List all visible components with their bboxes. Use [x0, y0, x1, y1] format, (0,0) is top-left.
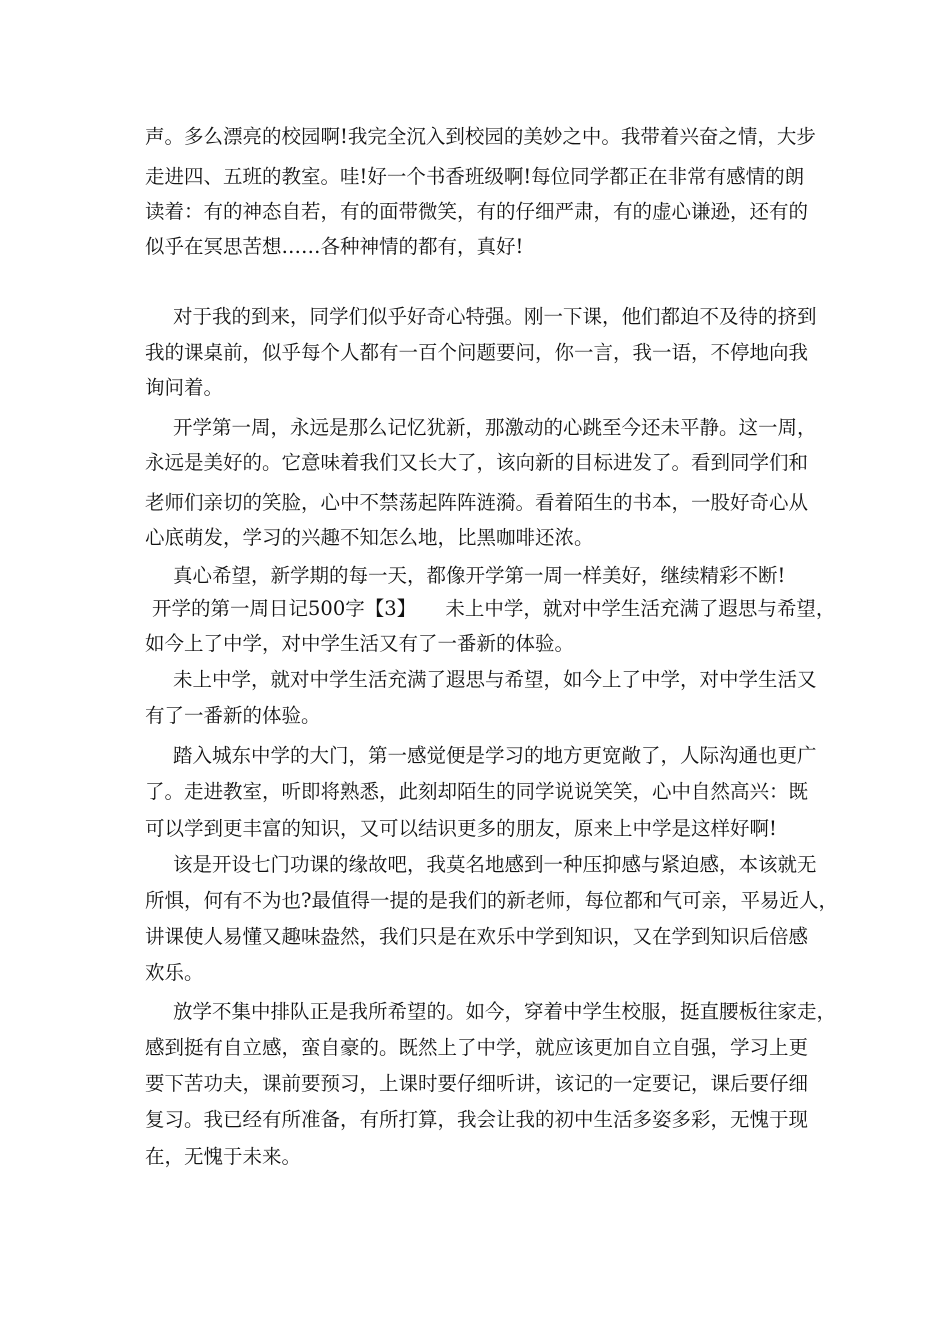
text-line: 欢乐。 — [145, 961, 204, 984]
text-line: 踏入城东中学的大门，第一感觉便是学习的地方更宽敞了，人际沟通也更广 — [173, 744, 817, 767]
text-line: 讲课使人易懂又趣味盎然，我们只是在欢乐中学到知识，又在学到知识后倍感 — [145, 925, 809, 948]
text-line: 永远是美好的。它意味着我们又长大了，该向新的目标进发了。看到同学们和 — [145, 451, 809, 474]
text-line: 所惧，何有不为也?最值得一提的是我们的新老师，每位都和气可亲，平易近人， — [145, 889, 838, 912]
text-line: 如今上了中学，对中学生活又有了一番新的体验。 — [145, 632, 575, 655]
text-line: 真心希望，新学期的每一天，都像开学第一周一样美好，继续精彩不断! — [173, 564, 786, 587]
text-line: 复习。我已经有所准备，有所打算，我会让我的初中生活多姿多彩，无愧于现 — [145, 1108, 809, 1131]
text-line: 放学不集中排队正是我所希望的。如今，穿着中学生校服，挺直腰板往家走， — [173, 1000, 837, 1023]
text-line: 可以学到更丰富的知识，又可以结识更多的朋友，原来上中学是这样好啊! — [145, 817, 777, 840]
text-line: 似乎在冥思苦想……各种神情的都有，真好! — [145, 235, 524, 258]
text-line: 读着：有的神态自若，有的面带微笑，有的仔细严肃，有的虚心谦逊，还有的 — [145, 200, 809, 223]
text-line: 对于我的到来，同学们似乎好奇心特强。刚一下课，他们都迫不及待的挤到 — [173, 305, 817, 328]
text-line: 开学第一周，永远是那么记忆犹新，那激动的心跳至今还未平静。这一周， — [173, 416, 817, 439]
section-heading-line: 开学的第一周日记500字【3】 未上中学，就对中学生活充满了遐思与希望， — [152, 597, 836, 620]
text-line: 询问着。 — [145, 376, 224, 399]
text-line: 了。走进教室，听即将熟悉，此刻却陌生的同学说说笑笑，心中自然高兴：既 — [145, 780, 809, 803]
text-line: 走进四、五班的教室。哇!好一个书香班级啊!每位同学都正在非常有感情的朗 — [145, 165, 805, 188]
text-line: 有了一番新的体验。 — [145, 704, 321, 727]
text-line: 未上中学，就对中学生活充满了遐思与希望，如今上了中学，对中学生活又 — [173, 668, 817, 691]
text-line: 心底萌发，学习的兴趣不知怎么地，比黑咖啡还浓。 — [145, 526, 594, 549]
text-line: 在，无愧于未来。 — [145, 1145, 302, 1168]
text-line: 我的课桌前，似乎每个人都有一百个问题要问，你一言，我一语，不停地向我 — [145, 341, 809, 364]
text-line: 感到挺有自立感，蛮自豪的。既然上了中学，就应该更加自立自强，学习上更 — [145, 1036, 809, 1059]
text-line: 要下苦功夫，课前要预习，上课时要仔细听讲，该记的一定要记，课后要仔细 — [145, 1072, 809, 1095]
text-line: 声。多么漂亮的校园啊!我完全沉入到校园的美妙之中。我带着兴奋之情，大步 — [145, 125, 816, 148]
text-line: 该是开设七门功课的缘故吧，我莫名地感到一种压抑感与紧迫感，本该就无 — [173, 853, 817, 876]
text-line: 老师们亲切的笑脸，心中不禁荡起阵阵涟漪。看着陌生的书本，一股好奇心从 — [145, 491, 809, 514]
